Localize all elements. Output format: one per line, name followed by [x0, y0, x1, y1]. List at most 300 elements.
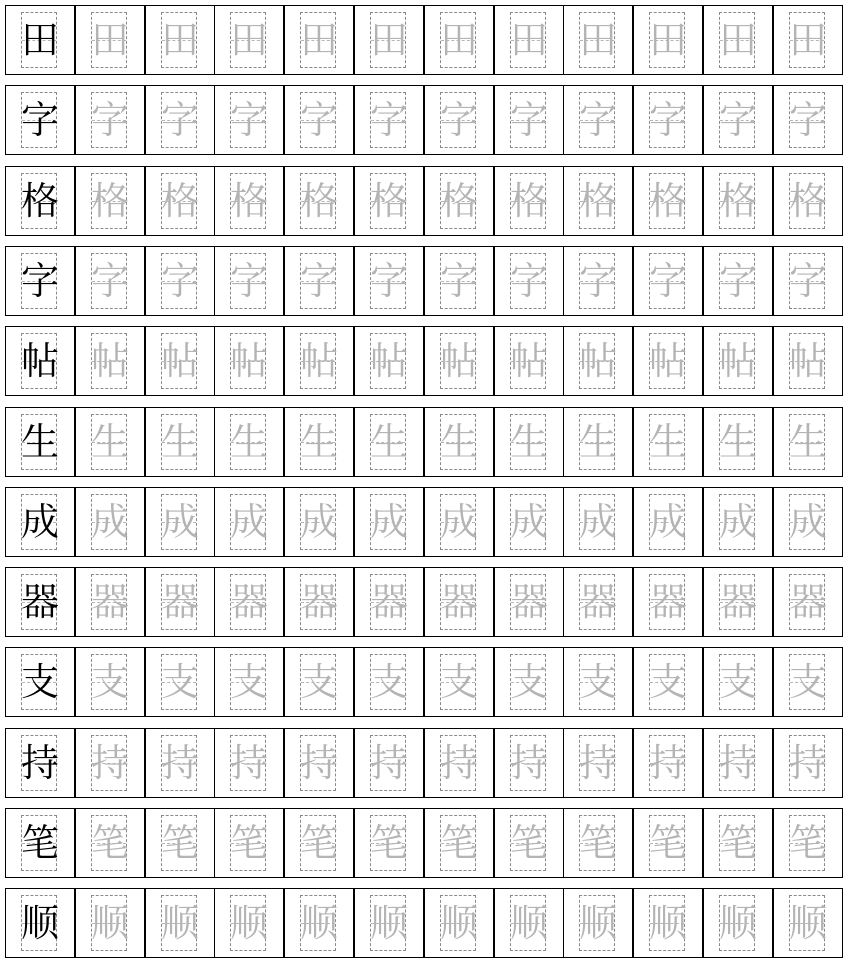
trace-character: 笔	[439, 821, 478, 865]
trace-character: 顺	[439, 901, 478, 945]
trace-character-cell	[633, 647, 703, 717]
trace-character-cell	[145, 5, 215, 75]
model-character-cell	[5, 166, 75, 236]
trace-character: 笔	[299, 821, 338, 865]
trace-character: 帖	[578, 339, 617, 383]
trace-character-cell	[633, 326, 703, 396]
trace-character: 田	[299, 18, 338, 62]
trace-character: 格	[509, 179, 548, 223]
model-character: 成	[20, 500, 59, 544]
trace-character: 支	[648, 660, 687, 704]
trace-character-cell	[145, 567, 215, 637]
trace-character-cell	[633, 246, 703, 316]
trace-character-cell	[75, 888, 145, 958]
trace-character-cell	[773, 85, 843, 155]
trace-character-cell	[214, 166, 284, 236]
model-character: 帖	[20, 339, 59, 383]
trace-character: 器	[648, 580, 687, 624]
trace-character: 顺	[718, 901, 757, 945]
trace-character: 字	[90, 98, 129, 142]
trace-character: 田	[229, 18, 268, 62]
trace-character-cell	[633, 407, 703, 477]
trace-character-cell	[424, 85, 494, 155]
trace-character: 田	[788, 18, 827, 62]
practice-row	[5, 487, 843, 557]
trace-character-cell	[354, 888, 424, 958]
trace-character-cell	[75, 326, 145, 396]
trace-character-cell	[75, 808, 145, 878]
trace-character-cell	[354, 246, 424, 316]
trace-character: 田	[509, 18, 548, 62]
trace-character-cell	[75, 407, 145, 477]
trace-character: 持	[439, 741, 478, 785]
trace-character-cell	[354, 808, 424, 878]
trace-character: 格	[90, 179, 129, 223]
trace-character: 持	[369, 741, 408, 785]
practice-row	[5, 85, 843, 155]
trace-character-cell	[773, 808, 843, 878]
trace-character-cell	[494, 888, 564, 958]
trace-character-cell	[703, 728, 773, 798]
trace-character-cell	[494, 808, 564, 878]
trace-character-cell	[633, 166, 703, 236]
trace-character: 器	[578, 580, 617, 624]
trace-character-cell	[424, 407, 494, 477]
model-character: 田	[20, 18, 59, 62]
trace-character-cell	[284, 166, 354, 236]
trace-character: 帖	[160, 339, 199, 383]
practice-row	[5, 407, 843, 477]
trace-character: 顺	[788, 901, 827, 945]
trace-character: 器	[509, 580, 548, 624]
trace-character-cell	[354, 166, 424, 236]
trace-character-cell	[214, 407, 284, 477]
trace-character: 支	[229, 660, 268, 704]
trace-character-cell	[354, 487, 424, 557]
trace-character: 支	[299, 660, 338, 704]
trace-character: 字	[648, 98, 687, 142]
trace-character: 笔	[90, 821, 129, 865]
trace-character-cell	[284, 647, 354, 717]
trace-character: 顺	[648, 901, 687, 945]
model-character-cell	[5, 5, 75, 75]
trace-character-cell	[145, 85, 215, 155]
trace-character: 帖	[718, 339, 757, 383]
trace-character: 帖	[229, 339, 268, 383]
trace-character-cell	[563, 166, 633, 236]
trace-character: 成	[90, 500, 129, 544]
trace-character: 生	[509, 420, 548, 464]
trace-character: 持	[160, 741, 199, 785]
trace-character: 格	[718, 179, 757, 223]
model-character-cell	[5, 407, 75, 477]
trace-character-cell	[284, 567, 354, 637]
trace-character: 字	[229, 259, 268, 303]
trace-character-cell	[703, 808, 773, 878]
trace-character-cell	[284, 5, 354, 75]
trace-character-cell	[424, 246, 494, 316]
trace-character-cell	[75, 85, 145, 155]
trace-character: 成	[369, 500, 408, 544]
trace-character-cell	[773, 888, 843, 958]
trace-character: 顺	[369, 901, 408, 945]
trace-character-cell	[703, 5, 773, 75]
trace-character-cell	[214, 246, 284, 316]
trace-character-cell	[494, 326, 564, 396]
trace-character-cell	[284, 888, 354, 958]
trace-character-cell	[284, 728, 354, 798]
trace-character-cell	[214, 326, 284, 396]
model-character-cell	[5, 888, 75, 958]
trace-character: 顺	[160, 901, 199, 945]
trace-character: 帖	[369, 339, 408, 383]
trace-character-cell	[424, 487, 494, 557]
trace-character-cell	[703, 487, 773, 557]
trace-character: 字	[160, 259, 199, 303]
trace-character-cell	[75, 246, 145, 316]
trace-character: 器	[90, 580, 129, 624]
trace-character-cell	[773, 5, 843, 75]
trace-character-cell	[424, 888, 494, 958]
trace-character: 支	[90, 660, 129, 704]
trace-character: 生	[229, 420, 268, 464]
trace-character: 顺	[509, 901, 548, 945]
practice-row	[5, 888, 843, 958]
trace-character: 支	[160, 660, 199, 704]
trace-character-cell	[214, 808, 284, 878]
trace-character-cell	[563, 888, 633, 958]
trace-character: 器	[718, 580, 757, 624]
trace-character-cell	[284, 85, 354, 155]
trace-character-cell	[424, 166, 494, 236]
model-character-cell	[5, 85, 75, 155]
practice-row	[5, 567, 843, 637]
trace-character-cell	[563, 5, 633, 75]
trace-character-cell	[145, 246, 215, 316]
trace-character-cell	[424, 647, 494, 717]
trace-character: 字	[509, 98, 548, 142]
trace-character: 帖	[299, 339, 338, 383]
trace-character: 支	[578, 660, 617, 704]
trace-character-cell	[214, 567, 284, 637]
trace-character: 成	[578, 500, 617, 544]
trace-character-cell	[563, 647, 633, 717]
trace-character-cell	[284, 407, 354, 477]
trace-character-cell	[424, 728, 494, 798]
trace-character-cell	[214, 85, 284, 155]
trace-character-cell	[703, 85, 773, 155]
trace-character-cell	[703, 407, 773, 477]
trace-character-cell	[773, 647, 843, 717]
trace-character: 笔	[578, 821, 617, 865]
trace-character-cell	[75, 647, 145, 717]
trace-character: 顺	[229, 901, 268, 945]
trace-character-cell	[354, 326, 424, 396]
model-character-cell	[5, 647, 75, 717]
trace-character: 字	[718, 98, 757, 142]
trace-character: 顺	[90, 901, 129, 945]
trace-character: 字	[90, 259, 129, 303]
trace-character-cell	[214, 888, 284, 958]
trace-character-cell	[703, 647, 773, 717]
trace-character-cell	[354, 567, 424, 637]
trace-character: 格	[788, 179, 827, 223]
trace-character: 字	[509, 259, 548, 303]
trace-character: 生	[369, 420, 408, 464]
trace-character: 持	[229, 741, 268, 785]
trace-character-cell	[494, 567, 564, 637]
model-character-cell	[5, 808, 75, 878]
trace-character-cell	[703, 246, 773, 316]
trace-character: 成	[299, 500, 338, 544]
trace-character-cell	[284, 246, 354, 316]
trace-character-cell	[494, 85, 564, 155]
trace-character: 字	[369, 98, 408, 142]
trace-character: 器	[160, 580, 199, 624]
trace-character-cell	[75, 567, 145, 637]
trace-character-cell	[773, 407, 843, 477]
trace-character: 笔	[160, 821, 199, 865]
trace-character-cell	[424, 567, 494, 637]
trace-character-cell	[494, 647, 564, 717]
practice-row	[5, 647, 843, 717]
model-character: 笔	[20, 821, 59, 865]
trace-character: 字	[578, 259, 617, 303]
trace-character-cell	[563, 326, 633, 396]
trace-character-cell	[214, 5, 284, 75]
trace-character: 生	[648, 420, 687, 464]
trace-character: 生	[439, 420, 478, 464]
trace-character: 顺	[578, 901, 617, 945]
trace-character: 田	[718, 18, 757, 62]
trace-character: 格	[578, 179, 617, 223]
trace-character-cell	[563, 246, 633, 316]
trace-character: 字	[578, 98, 617, 142]
trace-character-cell	[214, 487, 284, 557]
trace-character-cell	[75, 728, 145, 798]
trace-character: 字	[439, 98, 478, 142]
trace-character-cell	[494, 246, 564, 316]
trace-character-cell	[703, 326, 773, 396]
trace-character: 笔	[509, 821, 548, 865]
model-character-cell	[5, 326, 75, 396]
trace-character: 生	[718, 420, 757, 464]
trace-character-cell	[145, 808, 215, 878]
trace-character: 字	[788, 259, 827, 303]
trace-character-cell	[494, 407, 564, 477]
trace-character: 成	[160, 500, 199, 544]
trace-character: 田	[439, 18, 478, 62]
model-character-cell	[5, 567, 75, 637]
trace-character-cell	[145, 326, 215, 396]
trace-character: 生	[90, 420, 129, 464]
trace-character: 生	[788, 420, 827, 464]
trace-character-cell	[633, 567, 703, 637]
trace-character: 字	[299, 259, 338, 303]
trace-character: 田	[90, 18, 129, 62]
trace-character-cell	[494, 5, 564, 75]
trace-character-cell	[354, 85, 424, 155]
trace-character-cell	[354, 5, 424, 75]
trace-character-cell	[494, 728, 564, 798]
trace-character: 帖	[439, 339, 478, 383]
trace-character-cell	[563, 567, 633, 637]
trace-character: 字	[299, 98, 338, 142]
trace-character: 笔	[229, 821, 268, 865]
trace-character-cell	[563, 407, 633, 477]
practice-row	[5, 326, 843, 396]
trace-character-cell	[563, 728, 633, 798]
trace-character-cell	[145, 888, 215, 958]
trace-character-cell	[354, 728, 424, 798]
trace-character: 笔	[788, 821, 827, 865]
trace-character: 字	[718, 259, 757, 303]
trace-character: 格	[229, 179, 268, 223]
trace-character-cell	[633, 85, 703, 155]
trace-character: 格	[160, 179, 199, 223]
practice-row	[5, 5, 843, 75]
trace-character: 顺	[299, 901, 338, 945]
model-character: 字	[20, 98, 59, 142]
trace-character-cell	[773, 246, 843, 316]
trace-character: 田	[160, 18, 199, 62]
trace-character-cell	[773, 326, 843, 396]
trace-character: 字	[788, 98, 827, 142]
practice-row	[5, 246, 843, 316]
trace-character-cell	[773, 487, 843, 557]
trace-character: 笔	[718, 821, 757, 865]
trace-character: 器	[299, 580, 338, 624]
trace-character: 成	[788, 500, 827, 544]
trace-character: 支	[509, 660, 548, 704]
practice-row	[5, 166, 843, 236]
trace-character: 成	[648, 500, 687, 544]
trace-character-cell	[424, 326, 494, 396]
trace-character: 格	[648, 179, 687, 223]
trace-character: 器	[788, 580, 827, 624]
trace-character-cell	[494, 487, 564, 557]
trace-character-cell	[773, 728, 843, 798]
trace-character: 成	[509, 500, 548, 544]
trace-character-cell	[773, 166, 843, 236]
trace-character: 持	[718, 741, 757, 785]
trace-character: 格	[439, 179, 478, 223]
trace-character: 生	[299, 420, 338, 464]
model-character-cell	[5, 487, 75, 557]
trace-character: 持	[299, 741, 338, 785]
trace-character-cell	[563, 808, 633, 878]
trace-character: 成	[439, 500, 478, 544]
trace-character: 田	[648, 18, 687, 62]
trace-character: 格	[299, 179, 338, 223]
model-character: 格	[20, 179, 59, 223]
trace-character: 字	[160, 98, 199, 142]
trace-character-cell	[703, 888, 773, 958]
trace-character: 帖	[648, 339, 687, 383]
trace-character-cell	[75, 5, 145, 75]
trace-character: 支	[439, 660, 478, 704]
trace-character-cell	[284, 808, 354, 878]
trace-character: 器	[369, 580, 408, 624]
trace-character: 田	[369, 18, 408, 62]
trace-character-cell	[773, 567, 843, 637]
model-character: 顺	[20, 901, 59, 945]
trace-character-cell	[145, 166, 215, 236]
trace-character: 生	[160, 420, 199, 464]
trace-character: 笔	[369, 821, 408, 865]
trace-character-cell	[145, 407, 215, 477]
trace-character: 持	[509, 741, 548, 785]
model-character-cell	[5, 246, 75, 316]
trace-character-cell	[633, 888, 703, 958]
model-character: 支	[20, 660, 59, 704]
trace-character: 器	[439, 580, 478, 624]
trace-character: 支	[369, 660, 408, 704]
trace-character-cell	[703, 166, 773, 236]
trace-character-cell	[633, 5, 703, 75]
trace-character: 笔	[648, 821, 687, 865]
trace-character-cell	[75, 487, 145, 557]
model-character: 字	[20, 259, 59, 303]
trace-character-cell	[214, 647, 284, 717]
trace-character: 帖	[90, 339, 129, 383]
trace-character-cell	[424, 5, 494, 75]
trace-character-cell	[214, 728, 284, 798]
trace-character: 格	[369, 179, 408, 223]
trace-character: 成	[718, 500, 757, 544]
trace-character: 字	[369, 259, 408, 303]
trace-character-cell	[703, 567, 773, 637]
trace-character: 字	[229, 98, 268, 142]
trace-character-cell	[354, 647, 424, 717]
trace-character: 器	[229, 580, 268, 624]
trace-character-cell	[563, 85, 633, 155]
trace-character-cell	[284, 326, 354, 396]
trace-character: 字	[439, 259, 478, 303]
model-character: 器	[20, 580, 59, 624]
model-character-cell	[5, 728, 75, 798]
trace-character-cell	[75, 166, 145, 236]
trace-character-cell	[145, 647, 215, 717]
trace-character-cell	[494, 166, 564, 236]
trace-character: 持	[90, 741, 129, 785]
trace-character: 持	[648, 741, 687, 785]
model-character: 生	[20, 420, 59, 464]
trace-character: 支	[788, 660, 827, 704]
trace-character-cell	[563, 487, 633, 557]
trace-character-cell	[424, 808, 494, 878]
trace-character: 生	[578, 420, 617, 464]
trace-character-cell	[633, 808, 703, 878]
trace-character: 字	[648, 259, 687, 303]
trace-character-cell	[633, 728, 703, 798]
trace-character-cell	[633, 487, 703, 557]
practice-row	[5, 808, 843, 878]
trace-character-cell	[145, 728, 215, 798]
trace-character-cell	[145, 487, 215, 557]
trace-character: 支	[718, 660, 757, 704]
trace-character: 帖	[788, 339, 827, 383]
practice-row	[5, 728, 843, 798]
trace-character: 帖	[509, 339, 548, 383]
model-character: 持	[20, 741, 59, 785]
trace-character-cell	[284, 487, 354, 557]
trace-character: 田	[578, 18, 617, 62]
trace-character: 持	[578, 741, 617, 785]
trace-character-cell	[354, 407, 424, 477]
trace-character: 成	[229, 500, 268, 544]
trace-character: 持	[788, 741, 827, 785]
